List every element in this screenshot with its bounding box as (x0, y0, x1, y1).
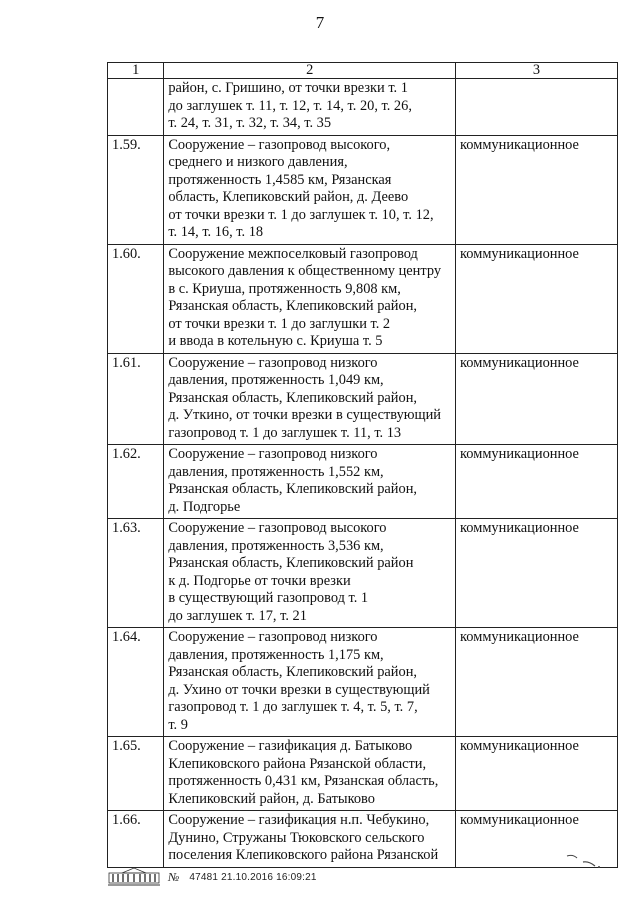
row-description: Сооружение – газификация н.п. Чебукино, Дунино, Стружаны Тюковского сельского поселения Клепиковского района Рязанской (164, 811, 456, 868)
row-description: Сооружение – газопровод низкого давления, протяженность 1,049 км, Рязанская область, Клепиковский район, д. Уткино, от точки врезки в существующий газопровод т. 1 до заглушек т. 11, т. 13 (164, 353, 456, 445)
building-logo-icon (108, 867, 160, 887)
row-type: коммуникационное (456, 519, 618, 628)
table-row (108, 244, 618, 353)
row-number (108, 79, 164, 136)
table-row (108, 811, 618, 868)
row-type: коммуникационное (456, 445, 618, 519)
column-header: 1 (108, 63, 164, 79)
row-type: коммуникационное (456, 135, 618, 244)
row-type: коммуникационное (456, 628, 618, 737)
row-number: 1.59. (108, 135, 164, 244)
row-description: Сооружение – газопровод высокого давления, протяженность 3,536 км, Рязанская область, Клепиковский район к д. Подгорье от точки врезки в существующий газопровод т. 1 до заглушек т. 17, т. 21 (164, 519, 456, 628)
page-number: 7 (315, 13, 325, 32)
table-row (108, 135, 618, 244)
table-row (108, 519, 618, 628)
row-description: Сооружение – газопровод высокого, среднего и низкого давления, протяженность 1,4585 км, Рязанская область, Клепиковский район, д. Деево от точки врезки т. 1 до заглушек т. 10, т. 12, т. 14, т. 16, т. 18 (164, 135, 456, 244)
table-row (108, 79, 618, 136)
row-number: 1.66. (108, 811, 164, 868)
table-row (108, 445, 618, 519)
table-header-row (108, 63, 618, 79)
footer-number-sign: № (168, 869, 180, 884)
document-stamp: 47481 21.10.2016 16:09:21 (189, 871, 317, 883)
row-number: 1.63. (108, 519, 164, 628)
row-description: Сооружение – газопровод низкого давления, протяженность 1,552 км, Рязанская область, Клепиковский район, д. Подгорье (164, 445, 456, 519)
row-description: Сооружение – газопровод низкого давления, протяженность 1,175 км, Рязанская область, Клепиковский район, д. Ухино от точки врезки в существующий газопровод т. 1 до заглушек т. 4, т. 5, т. 7, т. 9 (164, 628, 456, 737)
ink-mark-icon (565, 852, 605, 870)
row-type: коммуникационное (456, 244, 618, 353)
row-number: 1.62. (108, 445, 164, 519)
row-description: Сооружение межпоселковый газопровод высокого давления к общественному центру в с. Криуша, протяженность 9,808 км, Рязанская область, Клепиковский район, от точки врезки т. 1 до заглушки т. 2 и ввода в котельную с. Криуша т. 5 (164, 244, 456, 353)
row-type (456, 79, 618, 136)
row-number: 1.60. (108, 244, 164, 353)
row-type: коммуникационное (456, 353, 618, 445)
row-number: 1.65. (108, 737, 164, 811)
row-description: Сооружение – газификация д. Батыково Клепиковского района Рязанской области, протяженность 0,431 км, Рязанская область, Клепиковский район, д. Батыково (164, 737, 456, 811)
table-row (108, 737, 618, 811)
row-number: 1.64. (108, 628, 164, 737)
table-row (108, 628, 618, 737)
column-header: 3 (456, 63, 618, 79)
column-header: 2 (164, 63, 456, 79)
row-type: коммуникационное (456, 737, 618, 811)
row-description: район, с. Гришино, от точки врезки т. 1 до заглушек т. 11, т. 12, т. 14, т. 20, т. 26, т. 24, т. 31, т. 32, т. 34, т. 35 (164, 79, 456, 136)
row-type: коммуникационное (456, 811, 618, 868)
document-footer (108, 866, 317, 888)
row-number: 1.61. (108, 353, 164, 445)
table-row (108, 353, 618, 445)
registry-table (107, 62, 618, 868)
